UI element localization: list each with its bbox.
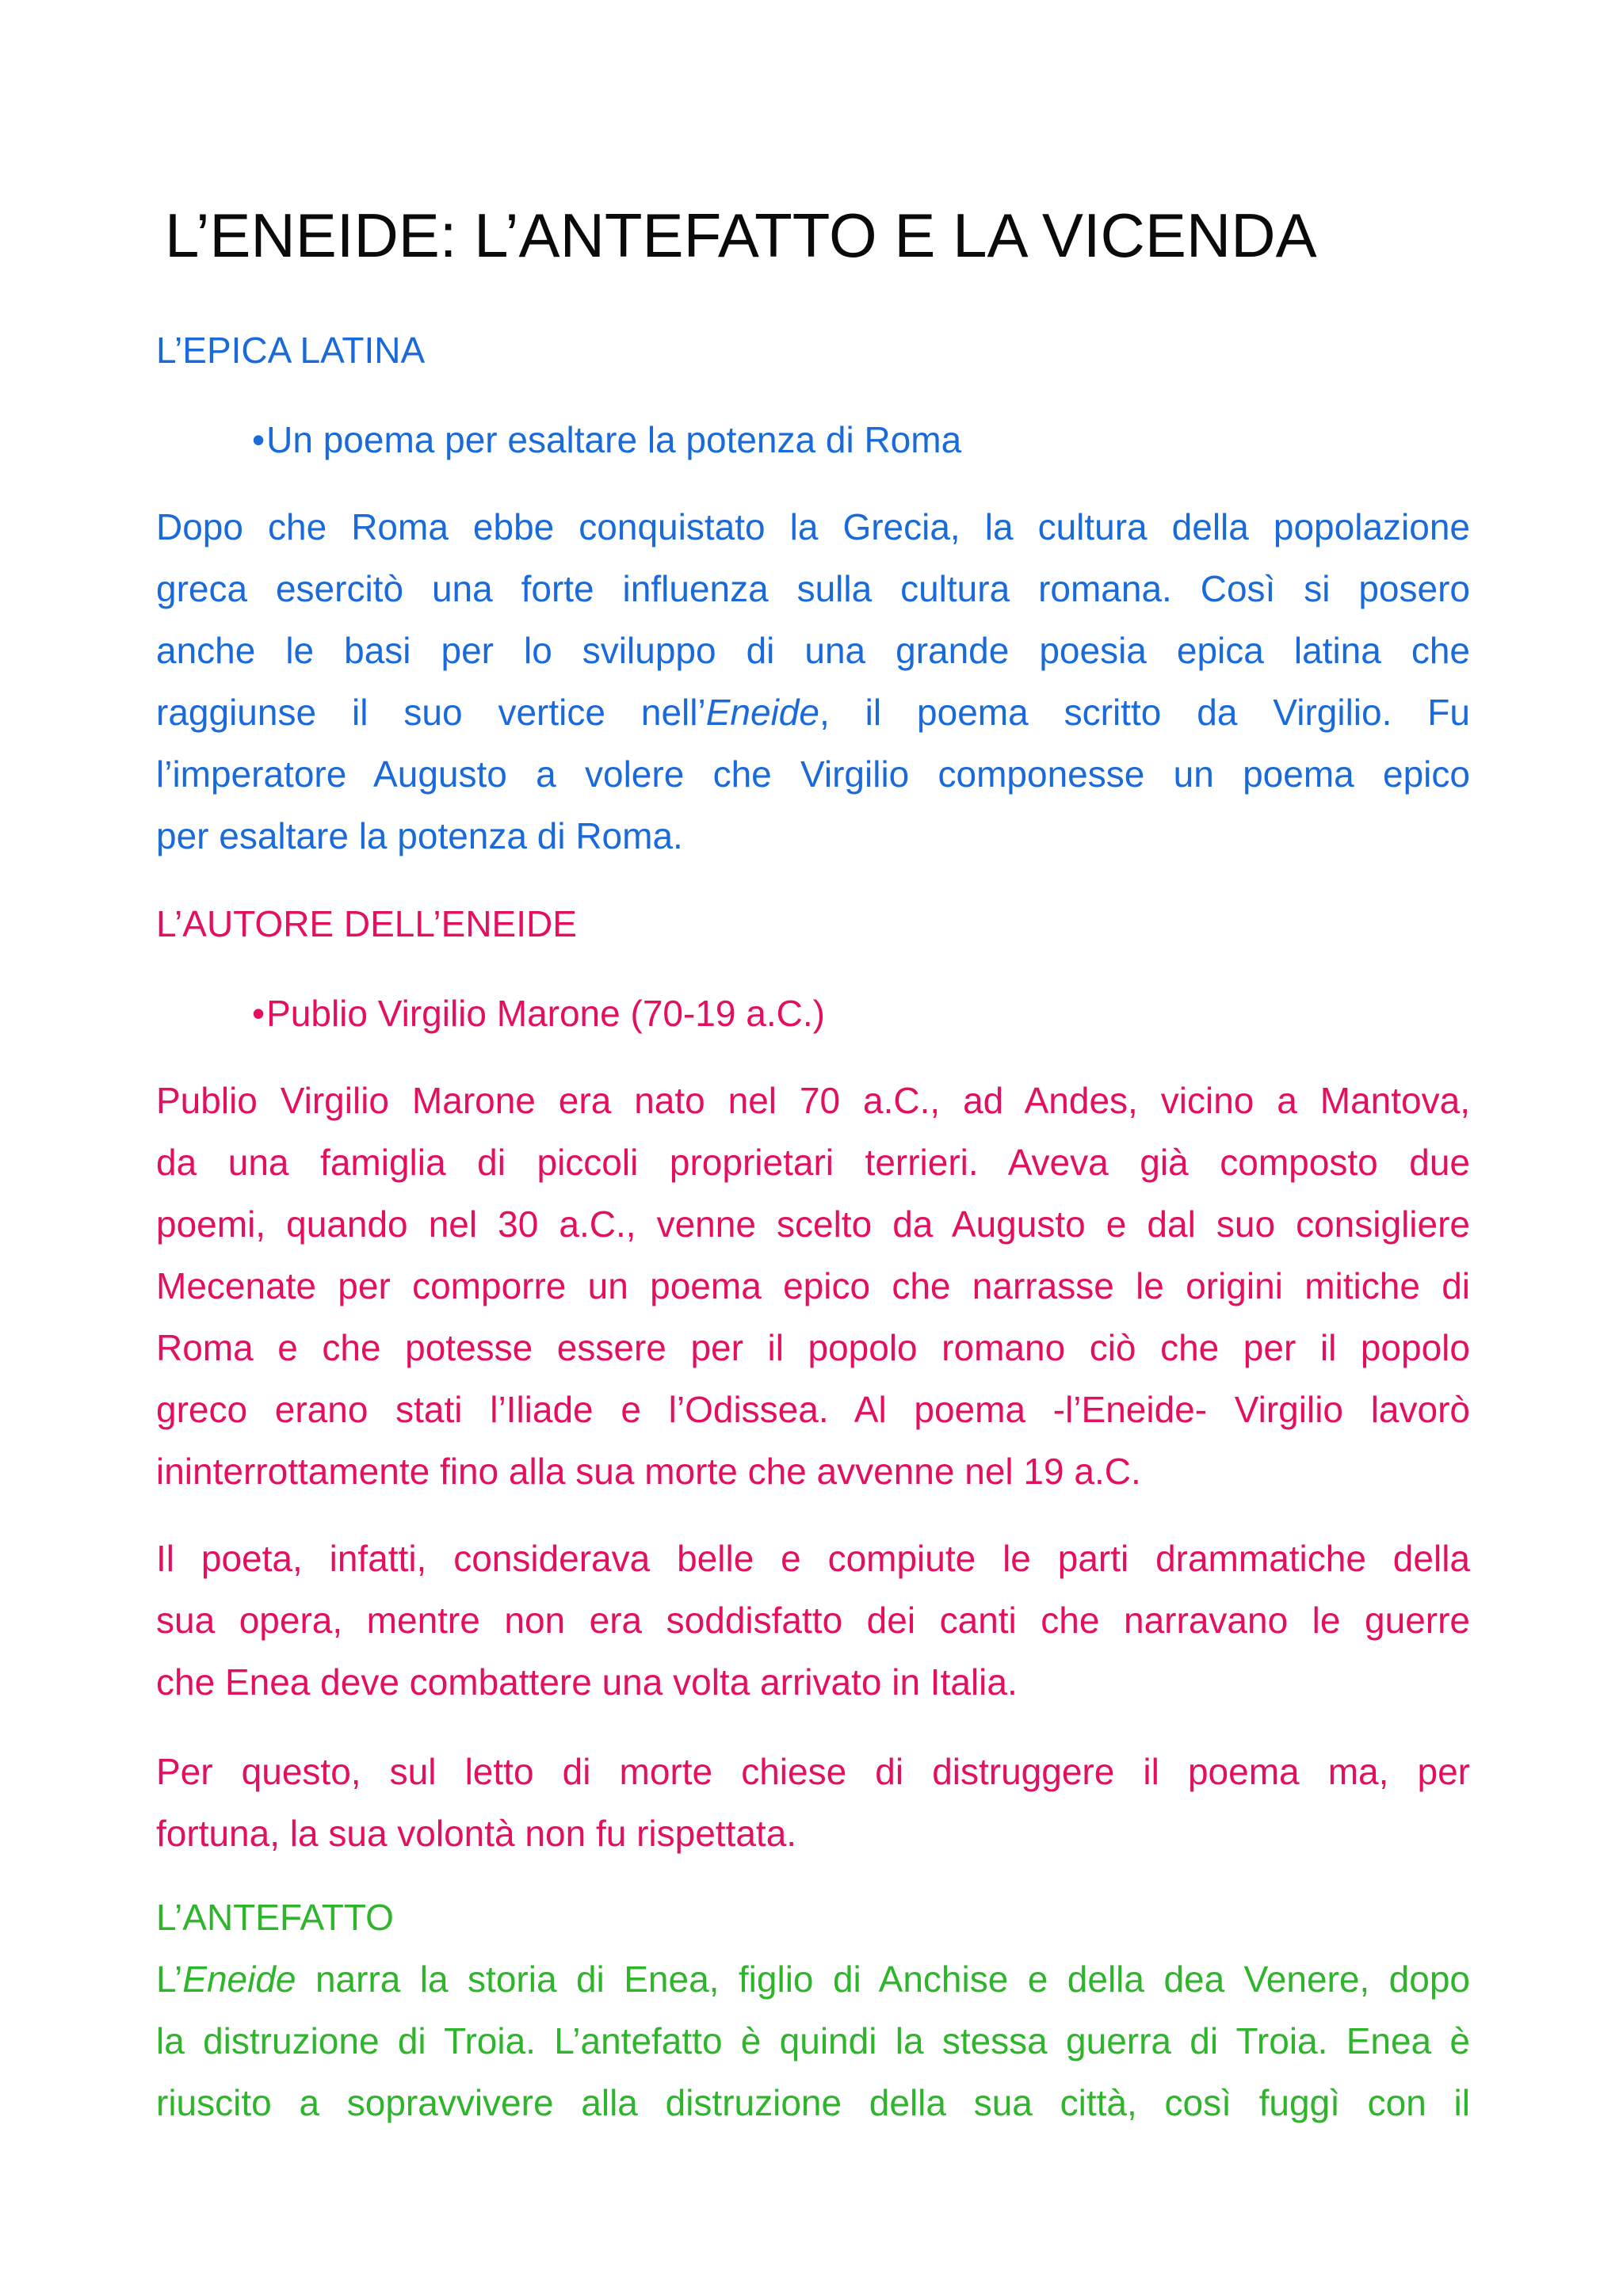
text-line: che Enea deve combattere una volta arrivato in Italia. [156,1661,1018,1703]
text-line: poemi, quando nel 30 a.C., venne scelto da Augusto e dal suo consigliere [156,1203,1470,1245]
paragraph-autore-2 [156,1527,1470,1713]
text-line: Mecenate per comporre un poema epico che narrasse le origini mitiche di [156,1265,1470,1306]
bullet-item-autore [252,992,825,1035]
text-run: narra la storia di Enea, figlio di Anchise e della dea Venere, dopo [296,1958,1470,2000]
paragraph-antefatto [156,1948,1470,2134]
text-line: Roma e che potesse essere per il popolo romano ciò che per il popolo [156,1327,1470,1368]
text-run: L’ [156,1958,183,2000]
text-line: sua opera, mentre non era soddisfatto dei canti che narravano le guerre [156,1600,1470,1641]
text-line: Dopo che Roma ebbe conquistato la Grecia, la cultura della popolazione [156,506,1470,547]
paragraph-autore-3 [156,1741,1470,1864]
text-line: Il poeta, infatti, considerava belle e compiute le parti drammatiche della [156,1538,1470,1579]
section-heading-autore: L’AUTORE DELL’ENEIDE [156,903,577,944]
bullet-text: Un poema per esaltare la potenza di Roma [266,419,962,460]
section-heading-epica-latina: L’EPICA LATINA [156,330,426,371]
text-line: per esaltare la potenza di Roma. [156,815,683,856]
text-run: , il poema scritto da Virgilio. Fu [819,692,1470,733]
text-line: greco erano stati l’Iliade e l’Odissea. Al poema -l’Eneide- Virgilio lavorò [156,1389,1470,1430]
text-line: greca esercitò una forte influenza sulla cultura romana. Così si posero [156,568,1470,609]
italic-title: Eneide [182,1958,296,2000]
text-line: riuscito a sopravvivere alla distruzione della sua città, così fuggì con il [156,2082,1470,2123]
text-line [156,681,1470,743]
text-line: fortuna, la sua volontà non fu rispettata. [156,1813,797,1854]
text-line: anche le basi per lo sviluppo di una grande poesia epica latina che [156,630,1470,671]
text-line: Publio Virgilio Marone era nato nel 70 a.C., ad Andes, vicino a Mantova, [156,1080,1470,1121]
section-heading-antefatto: L’ANTEFATTO [156,1897,394,1938]
bullet-item-epica [252,418,961,461]
text-line [156,1948,1470,2010]
text-line: ininterrottamente fino alla sua morte che avvenne nel 19 a.C. [156,1451,1141,1492]
bullet-text: Publio Virgilio Marone (70-19 a.C.) [266,993,825,1034]
paragraph-autore-1 [156,1070,1470,1502]
text-line: Per questo, sul letto di morte chiese di distruggere il poema ma, per [156,1751,1470,1792]
bullet-dot: • [252,993,265,1034]
text-line: l’imperatore Augusto a volere che Virgilio componesse un poema epico [156,753,1470,795]
page-title: L’ENEIDE: L’ANTEFATTO E LA VICENDA [165,200,1317,270]
text-run: raggiunse il suo vertice nell’ [156,692,706,733]
paragraph-epica [156,496,1470,867]
text-line: la distruzione di Troia. L’antefatto è quindi la stessa guerra di Troia. Enea è [156,2020,1470,2061]
text-line: da una famiglia di piccoli proprietari terrieri. Aveva già composto due [156,1142,1470,1183]
italic-title: Eneide [705,692,819,733]
bullet-dot: • [252,419,265,460]
